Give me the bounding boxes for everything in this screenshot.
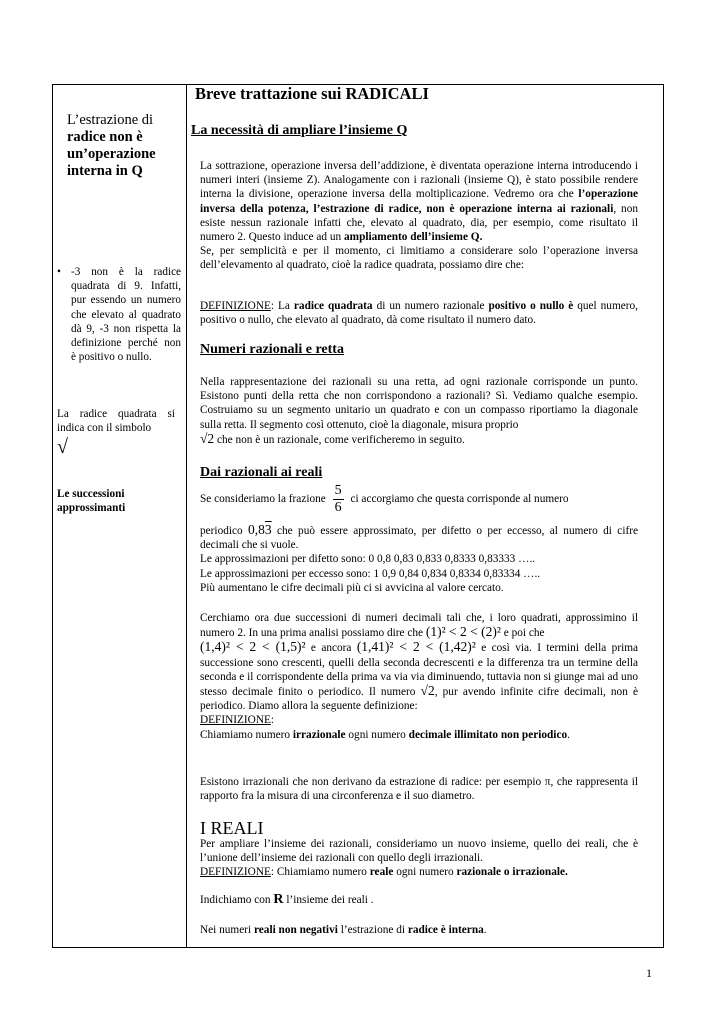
paragraph-internal: Nei numeri reali non negativi l’estrazione di radice è interna. <box>200 924 487 936</box>
paragraph-successions: Cerchiamo ora due successioni di numeri decimali tali che, i loro quadrati, approssimino il numero 2. In una prima analisi possiamo dire che (1)² < 2 < (2)² e poi che (1,4)² < 2 < (1,5)² e ancora (1,41)² < 2 < (1,42)² e così via. I termini della prima successione sono crescenti, quelli della seconda decrescenti e la differenza tra un termine della seconda e il corrispondente della prima va via via diminuendo, tuttavia non si giunge mai ad uno stesso decimale finito o periodico. Il numero √2, pur avendo infinite cifre decimali, non è periodico. Diamo allora la seguente definizione: DEFINIZIONE: Chiamiamo numero irrazionale ogni numero decimale illimitato non periodico. <box>200 612 639 741</box>
paragraph-reals: Per ampliare l’insieme dei razionali, consideriamo un nuovo insieme, quello dei reali, che è l’unione dell’insieme dei razionali con quello degli irrazionali. DEFINIZIONE: Chiamiamo numero reale ogni numero razionale o irrazionale. <box>200 838 638 879</box>
paragraph-pi: Esistono irrazionali che non derivano da estrazione di radice: per esempio π, che rappresenta il rapporto fra la misura di una circonferenza e il suo diametro. <box>200 776 638 803</box>
section-heading-line: Numeri razionali e retta <box>200 342 344 357</box>
sqrt2-expression: √2 <box>200 430 215 446</box>
section-heading-q: La necessità di ampliare l’insieme Q <box>191 123 408 138</box>
sqrt2-inline: √2 <box>420 683 435 699</box>
section-heading-reals: Dai razionali ai reali <box>200 465 323 480</box>
periodic-number: 0,83 <box>248 522 272 537</box>
margin-title: L’estrazione di radice non è un’operazione interna in Q <box>67 112 156 179</box>
inequality-3: (1,41)² < 2 < (1,42)² <box>356 639 476 655</box>
paragraph-intro: La sottrazione, operazione inversa dell’addizione, è diventata operazione interna introducendo i numeri interi (insieme Z). Analogamente con i razionali (insieme Q), è stato possibile rendere interna la divisione, operazione inversa della moltiplicazione. Vedremo ora che l’operazione inversa della potenza, l’estrazione di radice, non è operazione interna ai razionali, non esiste nessun razionale infatti che, elevato al quadrato, dia, per esempio, come risultato il numero 2. Questo induce ad un ampliamento dell’insieme Q. Se, per semplicità e per il momento, ci limitiamo a considerare solo l’operazione inversa dell’elevamento al quadrato, cioè la radice quadrata, possiamo dire che: <box>200 160 639 272</box>
paragraph-fraction: Se consideriamo la frazione $\frac{5}{6}$ ci accorgiamo che questa corrisponde al numero <box>200 483 569 515</box>
bullet-icon: • <box>57 266 61 278</box>
section-heading-i-reali: I REALI <box>200 818 264 838</box>
margin-successions: Le successioni approssimanti <box>57 488 126 515</box>
paragraph-periodic: periodico 0,83 che può essere approssimato, per difetto o per eccesso, al numero di cifre decimali che si vuole. Le approssimazioni per difetto sono: 0 0,8 0,83 0,833 0,8333 0,83333 ….. Le approssimazioni per eccesso sono: 1 0,9 0,84 0,834 0,8334 0,83334 ….. Più aumentano le cifre decimali più ci si avvicina al valore cercato. <box>200 522 638 594</box>
definition-square-root: DEFINIZIONE: La radice quadrata di un numero razionale positivo o nullo è quel numero, positivo o nullo, che elevato al quadrato, dà come risultato il numero dato. <box>200 300 638 327</box>
margin-bullet <box>57 265 181 364</box>
margin-title-bold: radice non è un’operazione interna in Q <box>67 129 156 179</box>
margin-bullet-text: -3 non è la radice quadrata di 9. Infatti, pur essendo un numero che elevato al quadrato dà 9, -3 non rispetta la definizione perché non è positivo o nullo. <box>71 266 181 364</box>
main-column <box>187 85 663 947</box>
margin-column <box>53 85 186 947</box>
margin-note: La radice quadrata si indica con il simbolo <box>57 408 175 435</box>
paragraph-line: Nella rappresentazione dei razionali su una retta, ad ogni razionale corrisponde un punto. Esistono punti della retta che non corrispondono a razionali? Sì. Vediamo qualche esempio. Costruiamo su un segmento unitario un quadrato e con un compasso riportiamo la diagonale sulla retta. Il segmento così ottenuto, cioè la diagonale, misura proprio √2 che non è un razionale, come verificheremo in seguito. <box>200 376 638 446</box>
inequality-2: (1,4)² < 2 < (1,5)² <box>200 639 306 655</box>
content-table <box>52 84 664 948</box>
paragraph-set-r: Indichiamo con R l’insieme dei reali . <box>200 892 374 907</box>
square-root-icon: √ <box>57 436 68 458</box>
inequality-1: (1)² < 2 < (2)² <box>425 624 501 640</box>
fraction-five-sixths: $\frac{5}{6}$ <box>334 483 342 515</box>
page-title: Breve trattazione sui RADICALI <box>195 84 429 103</box>
page-number: 1 <box>646 966 652 980</box>
